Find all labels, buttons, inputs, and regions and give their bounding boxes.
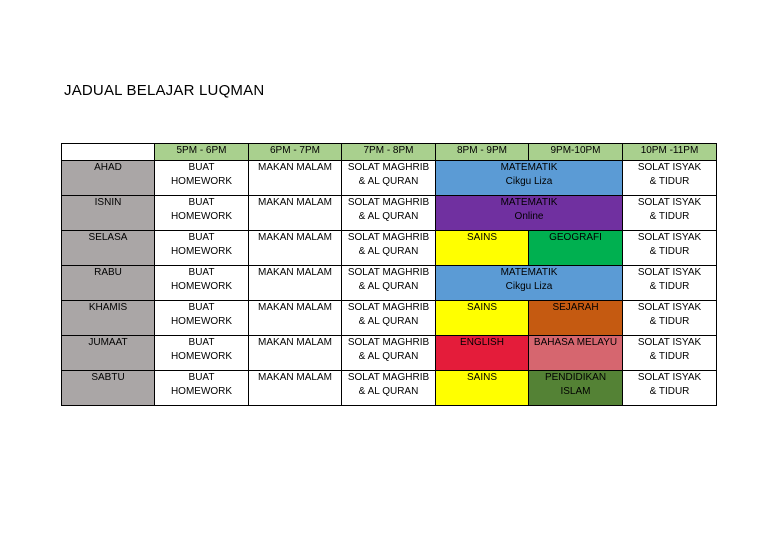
cell-text-line: SEJARAH bbox=[552, 302, 599, 313]
table-row bbox=[62, 266, 717, 301]
cell-text-line: BUAT bbox=[188, 302, 215, 313]
cell-text-line: ISLAM bbox=[560, 386, 591, 397]
schedule-cell bbox=[249, 336, 342, 371]
table-row bbox=[62, 231, 717, 266]
schedule-cell bbox=[436, 231, 529, 266]
cell-text-line: SOLAT ISYAK bbox=[637, 232, 702, 243]
cell-text-line: & TIDUR bbox=[649, 281, 690, 292]
schedule-cell bbox=[436, 371, 529, 406]
cell-text-line: HOMEWORK bbox=[170, 351, 233, 362]
table-row bbox=[62, 336, 717, 371]
cell-text-line: SOLAT ISYAK bbox=[637, 302, 702, 313]
cell-text-line: BUAT bbox=[188, 267, 215, 278]
schedule-cell bbox=[342, 161, 436, 196]
cell-text-line: MAKAN MALAM bbox=[258, 232, 332, 243]
table-row bbox=[62, 371, 717, 406]
header-cell-7pm: 7PM - 8PM bbox=[342, 144, 436, 161]
cell-text-line: & TIDUR bbox=[649, 386, 690, 397]
page-title: JADUAL BELAJAR LUQMAN bbox=[64, 82, 265, 99]
schedule-cell bbox=[342, 231, 436, 266]
cell-text-line: MAKAN MALAM bbox=[258, 337, 332, 348]
schedule-cell bbox=[623, 196, 717, 231]
cell-text-line: BUAT bbox=[188, 162, 215, 173]
cell-text-line: BUAT bbox=[188, 232, 215, 243]
schedule-cell bbox=[249, 161, 342, 196]
timetable-body bbox=[62, 161, 717, 406]
cell-text-line: SOLAT MAGHRIB bbox=[347, 162, 430, 173]
schedule-cell bbox=[342, 196, 436, 231]
schedule-cell bbox=[155, 161, 249, 196]
cell-text-line: SOLAT MAGHRIB bbox=[347, 302, 430, 313]
cell-text-line: SOLAT ISYAK bbox=[637, 162, 702, 173]
cell-text-line: BUAT bbox=[188, 337, 215, 348]
schedule-cell bbox=[249, 301, 342, 336]
cell-text-line: & TIDUR bbox=[649, 351, 690, 362]
schedule-cell bbox=[436, 161, 623, 196]
cell-text-line: SOLAT MAGHRIB bbox=[347, 232, 430, 243]
cell-text-line: MATEMATIK bbox=[500, 267, 558, 278]
schedule-cell bbox=[623, 371, 717, 406]
schedule-cell bbox=[529, 336, 623, 371]
schedule-cell bbox=[342, 371, 436, 406]
cell-text-line: BUAT bbox=[188, 372, 215, 383]
cell-text-line: MAKAN MALAM bbox=[258, 372, 332, 383]
day-label-cell: SELASA bbox=[62, 231, 155, 266]
cell-text-line: & TIDUR bbox=[649, 316, 690, 327]
header-cell-5pm: 5PM - 6PM bbox=[155, 144, 249, 161]
cell-text-line: BAHASA MELAYU bbox=[533, 337, 618, 348]
table-row bbox=[62, 161, 717, 196]
schedule-cell bbox=[529, 301, 623, 336]
day-label-cell: SABTU bbox=[62, 371, 155, 406]
cell-text-line: SOLAT MAGHRIB bbox=[347, 337, 430, 348]
cell-text-line: Cikgu Liza bbox=[505, 281, 553, 292]
schedule-cell bbox=[155, 301, 249, 336]
header-cell-9pm: 9PM-10PM bbox=[529, 144, 623, 161]
cell-text-line: & AL QURAN bbox=[358, 211, 419, 222]
cell-text-line: HOMEWORK bbox=[170, 316, 233, 327]
schedule-cell bbox=[155, 196, 249, 231]
schedule-cell bbox=[342, 301, 436, 336]
cell-text-line: ENGLISH bbox=[460, 337, 504, 348]
cell-text-line: BUAT bbox=[188, 197, 215, 208]
cell-text-line: SOLAT ISYAK bbox=[637, 337, 702, 348]
cell-text-line: & AL QURAN bbox=[358, 176, 419, 187]
schedule-cell bbox=[155, 266, 249, 301]
cell-text-line: MAKAN MALAM bbox=[258, 302, 332, 313]
cell-text-line: HOMEWORK bbox=[170, 176, 233, 187]
cell-text-line: & AL QURAN bbox=[358, 351, 419, 362]
cell-text-line: SAINS bbox=[466, 302, 497, 313]
cell-text-line: HOMEWORK bbox=[170, 386, 233, 397]
schedule-cell bbox=[342, 266, 436, 301]
schedule-cell bbox=[436, 336, 529, 371]
table-row bbox=[62, 196, 717, 231]
cell-text-line: Cikgu Liza bbox=[505, 176, 553, 187]
cell-text-line: & AL QURAN bbox=[358, 316, 419, 327]
day-label-cell: AHAD bbox=[62, 161, 155, 196]
cell-text-line: MATEMATIK bbox=[500, 197, 558, 208]
schedule-cell bbox=[436, 196, 623, 231]
day-label-cell: JUMAAT bbox=[62, 336, 155, 371]
cell-text-line: MATEMATIK bbox=[500, 162, 558, 173]
cell-text-line: SOLAT MAGHRIB bbox=[347, 267, 430, 278]
cell-text-line: SOLAT ISYAK bbox=[637, 372, 702, 383]
schedule-cell bbox=[249, 266, 342, 301]
cell-text-line: GEOGRAFI bbox=[549, 232, 602, 243]
schedule-cell bbox=[529, 371, 623, 406]
cell-text-line: SOLAT MAGHRIB bbox=[347, 372, 430, 383]
cell-text-line: & AL QURAN bbox=[358, 281, 419, 292]
cell-text-line: Online bbox=[514, 211, 544, 222]
cell-text-line: HOMEWORK bbox=[170, 211, 233, 222]
schedule-cell bbox=[436, 301, 529, 336]
cell-text-line: PENDIDIKAN bbox=[544, 372, 607, 383]
header-cell-6pm: 6PM - 7PM bbox=[249, 144, 342, 161]
schedule-cell bbox=[623, 266, 717, 301]
cell-text-line: MAKAN MALAM bbox=[258, 162, 332, 173]
cell-text-line: & TIDUR bbox=[649, 246, 690, 257]
table-row bbox=[62, 301, 717, 336]
day-label-cell: KHAMIS bbox=[62, 301, 155, 336]
cell-text-line: SOLAT ISYAK bbox=[637, 197, 702, 208]
cell-text-line: & AL QURAN bbox=[358, 246, 419, 257]
schedule-cell bbox=[529, 231, 623, 266]
header-cell-10pm: 10PM -11PM bbox=[623, 144, 717, 161]
cell-text-line: & AL QURAN bbox=[358, 386, 419, 397]
cell-text-line: & TIDUR bbox=[649, 176, 690, 187]
cell-text-line: SAINS bbox=[466, 372, 497, 383]
cell-text-line: HOMEWORK bbox=[170, 281, 233, 292]
schedule-cell bbox=[249, 196, 342, 231]
schedule-cell bbox=[249, 371, 342, 406]
schedule-cell bbox=[342, 336, 436, 371]
cell-text-line: SOLAT ISYAK bbox=[637, 267, 702, 278]
day-label-cell: RABU bbox=[62, 266, 155, 301]
schedule-cell bbox=[623, 161, 717, 196]
day-label-cell: ISNIN bbox=[62, 196, 155, 231]
schedule-cell bbox=[155, 231, 249, 266]
schedule-cell bbox=[623, 231, 717, 266]
cell-text-line: HOMEWORK bbox=[170, 246, 233, 257]
cell-text-line: & TIDUR bbox=[649, 211, 690, 222]
cell-text-line: MAKAN MALAM bbox=[258, 197, 332, 208]
header-row bbox=[62, 144, 717, 161]
schedule-cell bbox=[249, 231, 342, 266]
cell-text-line: SOLAT MAGHRIB bbox=[347, 197, 430, 208]
timetable bbox=[61, 143, 717, 406]
schedule-cell bbox=[436, 266, 623, 301]
schedule-cell bbox=[623, 301, 717, 336]
schedule-cell bbox=[623, 336, 717, 371]
header-corner-cell bbox=[62, 144, 155, 161]
header-cell-8pm: 8PM - 9PM bbox=[436, 144, 529, 161]
schedule-cell bbox=[155, 371, 249, 406]
cell-text-line: MAKAN MALAM bbox=[258, 267, 332, 278]
cell-text-line: SAINS bbox=[466, 232, 497, 243]
schedule-cell bbox=[155, 336, 249, 371]
